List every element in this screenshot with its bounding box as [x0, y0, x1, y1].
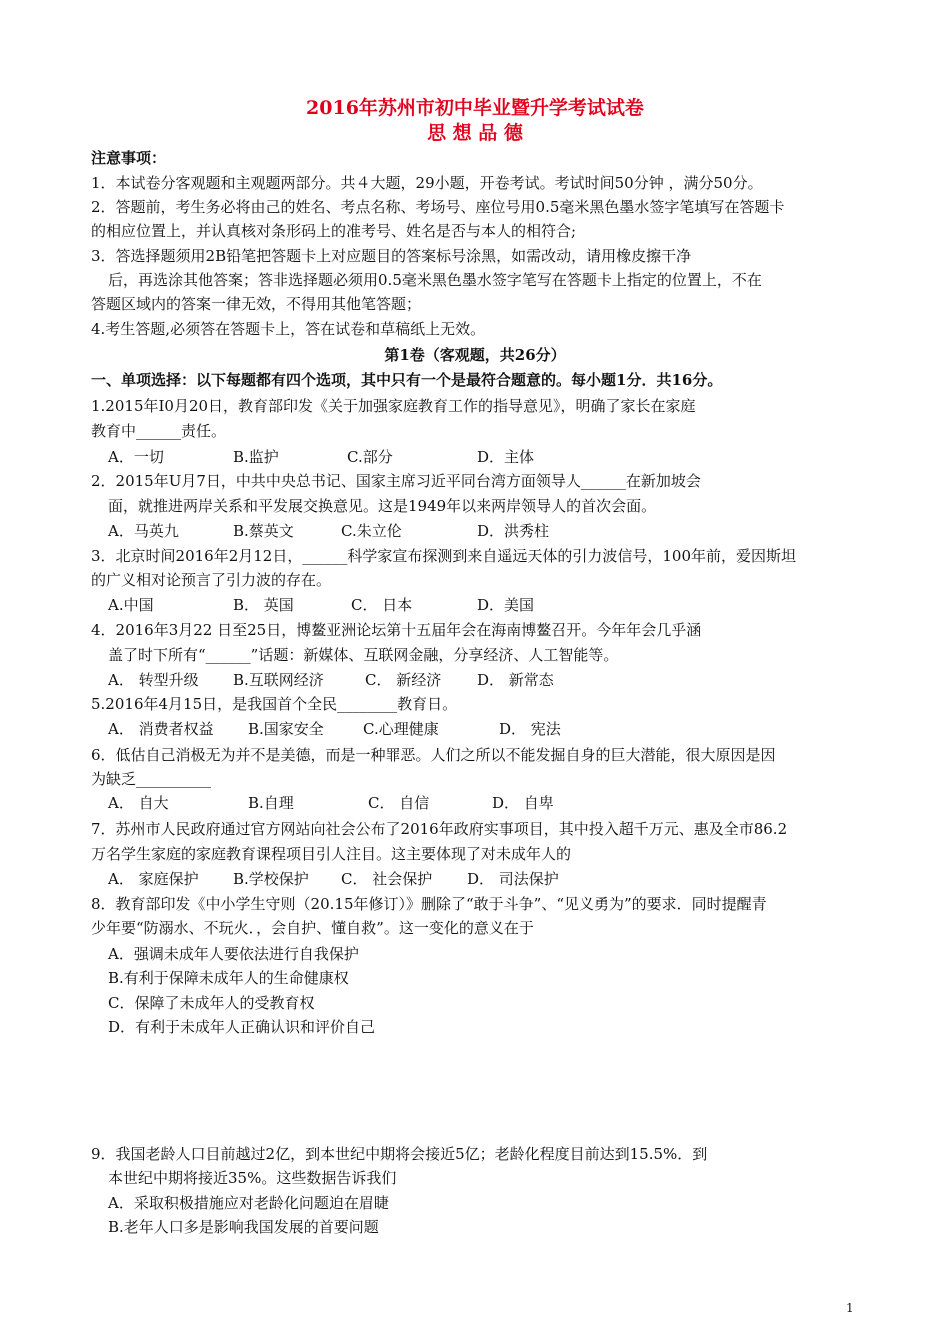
option-c: C.部分 [347, 448, 393, 466]
option-b: B.国家安全 [248, 720, 324, 738]
option-d: D． 宪法 [499, 720, 561, 738]
option-d: D． 自卑 [492, 794, 554, 812]
option-b: B.互联网经济 [233, 671, 324, 689]
option-d: D． 新常态 [477, 671, 554, 689]
question-stem: 本世纪中期将接近35%。这些数据告诉我们 [108, 1169, 397, 1187]
option-a: A.中国 [108, 596, 154, 614]
question-stem: 盖了时下所有“______”话题：新媒体、互联网金融，分享经济、人工智能等。 [108, 646, 619, 664]
option-b: B.蔡英文 [233, 522, 294, 540]
option-c: C．保障了未成年人的受教育权 [108, 994, 315, 1012]
option-a: A． 家庭保护 [108, 870, 199, 888]
option-a: A．强调未成年人要依法进行自我保护 [108, 945, 359, 963]
question-stem: 2．2015年U月7日，中共中央总书记、国家主席习近平同台湾方面领导人______在新加坡会 [91, 472, 701, 490]
option-b: B.老年人口多是影响我国发展的首要问题 [108, 1218, 379, 1236]
option-d: D．有利于未成年人正确认识和评价自己 [108, 1018, 376, 1036]
option-c: C． 社会保护 [341, 870, 433, 888]
notice-heading: 注意事项： [91, 149, 167, 167]
option-c: C.朱立伦 [341, 522, 402, 540]
option-d: D．洪秀柱 [477, 522, 550, 540]
question-stem: 万名学生家庭的家庭教育课程项目引人注目。这主要体现了对未成年人的 [91, 845, 572, 863]
question-stem: 5.2016年4月15日，是我国首个全民________教育日。 [91, 695, 458, 713]
question-stem: 9．我国老龄人口目前越过2亿，到本世纪中期将会接近5亿；老龄化程度目前达到15.5%．到 [91, 1145, 708, 1163]
question-stem: 教育中______责任。 [91, 422, 227, 440]
notice-line: 1．本试卷分客观题和主观题两部分。共４大题，29小题，开卷考试。考试时间50分钟 ，满分50分。 [91, 174, 763, 192]
option-a: A．马英九 [108, 522, 179, 540]
question-stem: 6．低估自己消极无为并不是美德，而是一种罪恶。人们之所以不能发掘自身的巨大潜能，很大原因是因 [91, 746, 776, 764]
question-stem: 7．苏州市人民政府通过官方网站向社会公布了2016年政府实事项目，其中投入超千万元、惠及全市86.2 [91, 820, 788, 838]
notice-line: 3．答选择题须用2B铅笔把答题卡上对应题目的答案标号涂黑，如需改动，请用橡皮擦干净 [91, 247, 692, 265]
notice-line: 2．答题前，考生务必将由己的姓名、考点名称、考场号、座位号用0.5毫米黑色墨水签字笔填写在答题卡 [91, 198, 785, 216]
option-a: A．一切 [108, 448, 164, 466]
option-b: B． 英国 [233, 596, 294, 614]
option-b: B.有利于保障未成年人的生命健康权 [108, 969, 349, 987]
option-b: B.学校保护 [233, 870, 309, 888]
option-b: B.监护 [233, 448, 279, 466]
exam-title: 2016年苏州市初中毕业暨升学考试试卷 [306, 97, 644, 119]
question-stem: 少年要“防溺水、不玩火．，会自护、懂自救”。这一变化的意义在于 [91, 919, 534, 937]
question-stem: 1.2015年I0月20日，教育部印发《关于加强家庭教育工作的指导意见》，明确了家长在家庭 [91, 397, 696, 415]
option-a: A． 自大 [108, 794, 169, 812]
notice-line: 答题区域内的答案一律无效，不得用其他笔答题； [91, 295, 422, 313]
option-a: A． 转型升级 [108, 671, 199, 689]
question-stem: 为缺乏__________ [91, 770, 212, 788]
option-d: D．主体 [477, 448, 535, 466]
part-title: 一、单项选择：以下每题都有四个选项，其中只有一个是最符合题意的。每小题1分．共16分。 [91, 371, 723, 389]
option-d: D．美国 [477, 596, 535, 614]
question-stem: 3．北京时间2016年2月12日，______科学家宣布探测到来自遥远天体的引力波信号，100年前，爱因斯坦 [91, 547, 796, 565]
page-number: 1 [846, 1301, 854, 1315]
volume-title: 第1卷（客观题，共26分） [384, 346, 566, 364]
question-stem: 4．2016年3月22 日至25日，博鳌亚洲论坛第十五届年会在海南博鳌召开。今年年会几乎涵 [91, 621, 702, 639]
option-c: C． 自信 [368, 794, 430, 812]
option-b: B.自理 [248, 794, 294, 812]
option-a: A． 消费者权益 [108, 720, 214, 738]
notice-line: 4.考生答题,必须答在答题卡上，答在试卷和草稿纸上无效。 [91, 320, 486, 338]
subject-title: 思 想 品 德 [427, 122, 523, 144]
option-c: C． 日本 [351, 596, 413, 614]
question-stem: 的广义相对论预言了引力波的存在。 [91, 571, 332, 589]
option-a: A．采取积极措施应对老龄化问题迫在眉睫 [108, 1194, 389, 1212]
question-stem: 8．教育部印发《中小学生守则（20.15年修订）》删除了“敢于斗争”、“见义勇为”的要求．同时提醒青 [91, 895, 767, 913]
question-stem: 面，就推进两岸关系和平发展交换意见。这是1949年以来两岸领导人的首次会面。 [108, 497, 657, 515]
notice-line: 的相应位置上，并认真核对条形码上的准考号、姓名是否与本人的相符合; [91, 222, 577, 240]
option-c: C.心理健康 [363, 720, 439, 738]
option-c: C． 新经济 [365, 671, 442, 689]
option-d: D． 司法保护 [467, 870, 559, 888]
notice-line: 后，再选涂其他答案；答非选择题必须用0.5毫米黑色墨水签字笔写在答题卡上指定的位置上，不在 [108, 271, 762, 289]
